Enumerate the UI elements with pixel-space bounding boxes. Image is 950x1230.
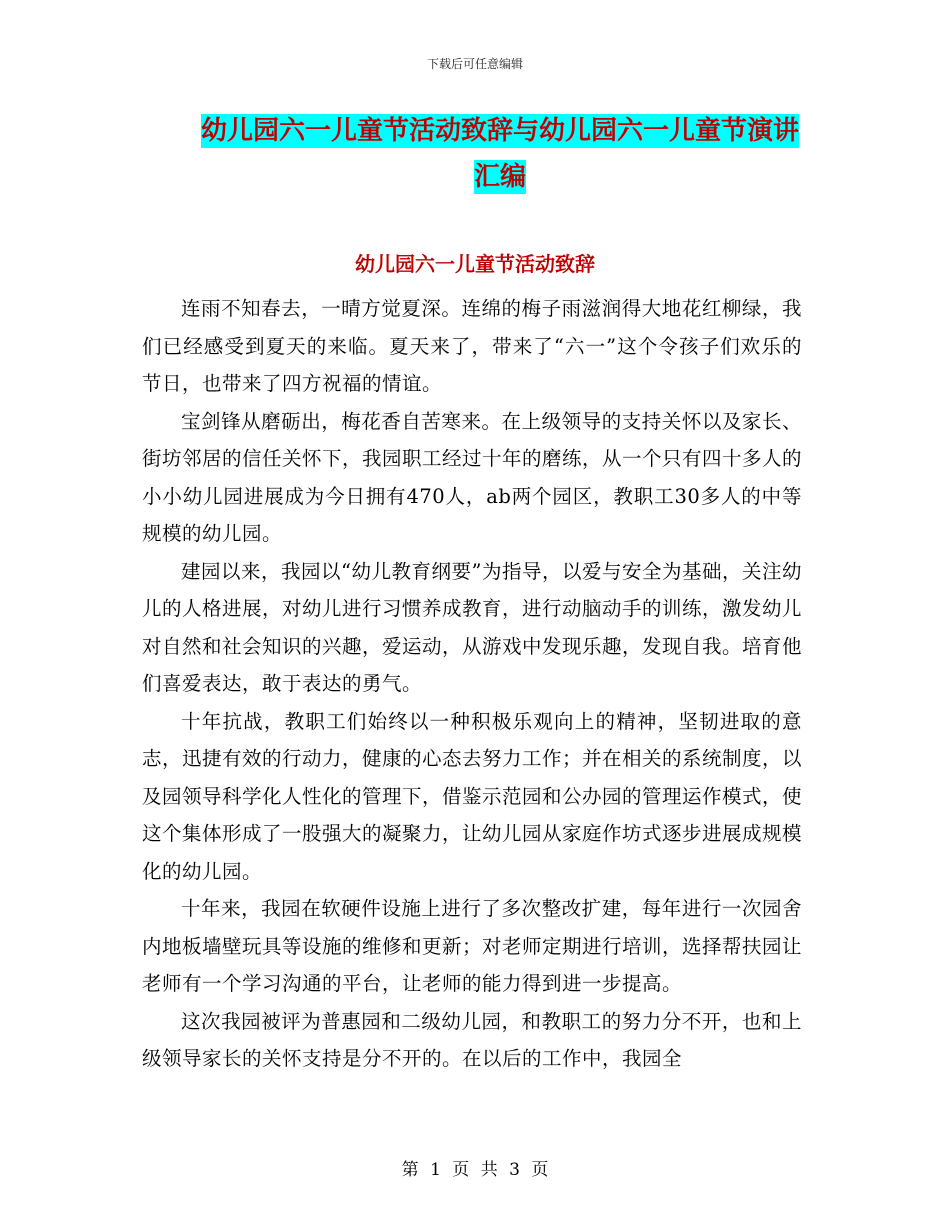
paragraph: 十年抗战，教职工们始终以一种积极乐观向上的精神，坚韧进取的意志，迅捷有效的行动力，健康的心态去努力工作；并在相关的系统制度，以及园领导科学化人性化的管理下，借鉴示范园和公办园的管理运作模式，使这个集体形成了一股强大的凝聚力，让幼儿园从家庭作坊式逐步进展成规模化的幼儿园。 [142, 709, 803, 883]
document-body [142, 290, 802, 1078]
paragraph: 宝剑锋从磨砺出，梅花香自苦寒来。在上级领导的支持关怀以及家长、街坊邻居的信任关怀下，我园职工经过十年的磨练，从一个只有四十多人的小小幼儿园进展成为今日拥有470人，ab两个园区，教职工30多人的中等规模的幼儿园。 [142, 409, 803, 545]
section-title: 幼儿园六一儿童节活动致辞 [355, 252, 595, 276]
title-line-2: 汇编 [473, 162, 526, 192]
page-number: 第 1 页 共 3 页 [401, 1160, 549, 1180]
paragraph: 十年来，我园在软硬件设施上进行了多次整改扩建，每年进行一次园舍内地板墙壁玩具等设施的维修和更新；对老师定期进行培训，选择帮扶园让老师有一个学习沟通的平台，让老师的能力得到进一步提高。 [142, 897, 803, 995]
paragraph: 连雨不知春去，一晴方觉夏深。连绵的梅子雨滋润得大地花红柳绿，我们已经感受到夏天的来临。夏天来了，带来了“六一”这个令孩子们欢乐的节日，也带来了四方祝福的情谊。 [142, 297, 802, 395]
paragraph: 这次我园被评为普惠园和二级幼儿园，和教职工的努力分不开，也和上级领导家长的关怀支持是分不开的。在以后的工作中，我园全 [142, 1009, 802, 1070]
title-line-1: 幼儿园六一儿童节活动致辞与幼儿园六一儿童节演讲 [200, 116, 799, 146]
paragraph: 建园以来，我园以“幼儿教育纲要”为指导，以爱与安全为基础，关注幼儿的人格进展，对幼儿进行习惯养成教育，进行动脑动手的训练，激发幼儿对自然和社会知识的兴趣，爱运动，从游戏中发现乐趣，发现自我。培育他们喜爱表达，敢于表达的勇气。 [142, 559, 803, 695]
header-note: 下载后可任意编辑 [426, 57, 523, 71]
document-title [140, 108, 860, 200]
